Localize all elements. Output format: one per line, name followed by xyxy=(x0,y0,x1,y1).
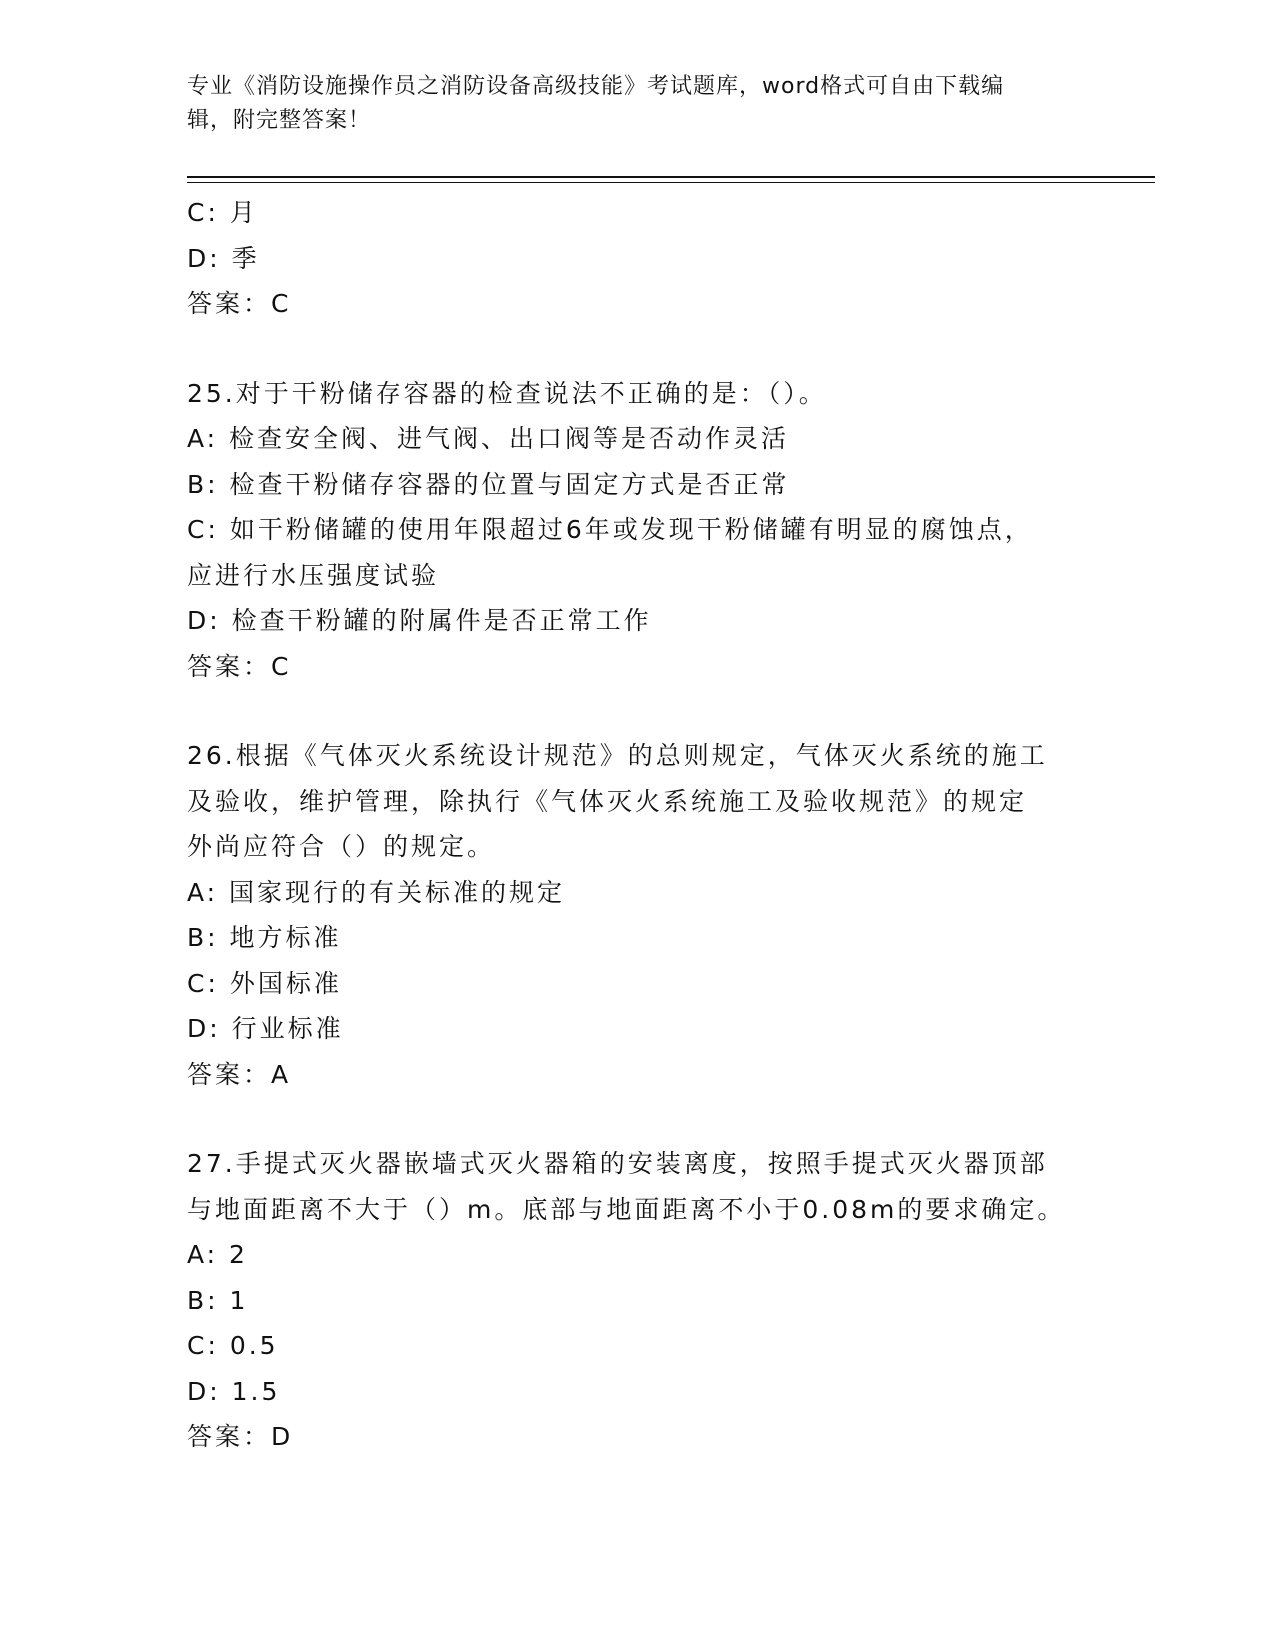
option-a: A: 检查安全阀、进气阀、出口阀等是否动作灵活 xyxy=(187,424,790,453)
answer-line: 答案：C xyxy=(187,289,292,318)
answer-line: 答案：C xyxy=(187,651,292,681)
option-c: C: 外国标准 xyxy=(187,968,342,998)
header-divider-thick xyxy=(187,176,1155,178)
question-stem-line-1: 27.手提式灭火器嵌墙式灭火器箱的安装离度，按照手提式灭火器顶部 xyxy=(187,1149,1048,1178)
question-stem-line-2: 及验收，维护管理，除执行《气体灭火系统施工及验收规范》的规定 xyxy=(187,786,1028,816)
option-c: C: 0.5 xyxy=(187,1331,279,1360)
question-27 xyxy=(187,1141,1087,1460)
option-d: D: 1.5 xyxy=(187,1376,281,1406)
header-line-1: 专业《消防设施操作员之消防设备高级技能》考试题库，word格式可自由下载编 xyxy=(187,74,1005,99)
previous-question-tail xyxy=(187,190,1087,327)
option-b: B: 1 xyxy=(187,1285,249,1315)
option-d: D: 行业标准 xyxy=(187,1014,344,1043)
option-b: B: 地方标准 xyxy=(187,923,342,952)
answer-line: 答案：A xyxy=(187,1059,292,1089)
header-divider-thin xyxy=(187,182,1155,183)
question-25 xyxy=(187,371,1087,690)
option-d: D: 季 xyxy=(187,243,260,273)
option-d: D: 检查干粉罐的附属件是否正常工作 xyxy=(187,606,652,635)
document-header xyxy=(187,70,1087,138)
question-stem: 25.对于干粉储存容器的检查说法不正确的是：（）。 xyxy=(187,378,827,408)
option-c-continued: 应进行水压强度试验 xyxy=(187,560,440,590)
option-c: C: 如干粉储罐的使用年限超过6年或发现干粉储罐有明显的腐蚀点， xyxy=(187,515,1033,544)
question-stem-line-2: 与地面距离不大于（）m。底部与地面距离不小于0.08m的要求确定。 xyxy=(187,1194,1066,1224)
question-list xyxy=(187,190,1087,1460)
question-stem-line-1: 26.根据《气体灭火系统设计规范》的总则规定，气体灭火系统的施工 xyxy=(187,741,1048,770)
option-a: A: 国家现行的有关标准的规定 xyxy=(187,877,566,907)
question-stem-line-3: 外尚应符合（）的规定。 xyxy=(187,832,496,861)
question-26 xyxy=(187,733,1087,1097)
option-b: B: 检查干粉储存容器的位置与固定方式是否正常 xyxy=(187,469,790,499)
header-line-2: 辑，附完整答案！ xyxy=(187,108,372,133)
option-a: A: 2 xyxy=(187,1240,248,1269)
option-c: C: 月 xyxy=(187,198,258,227)
answer-line: 答案：D xyxy=(187,1422,294,1451)
